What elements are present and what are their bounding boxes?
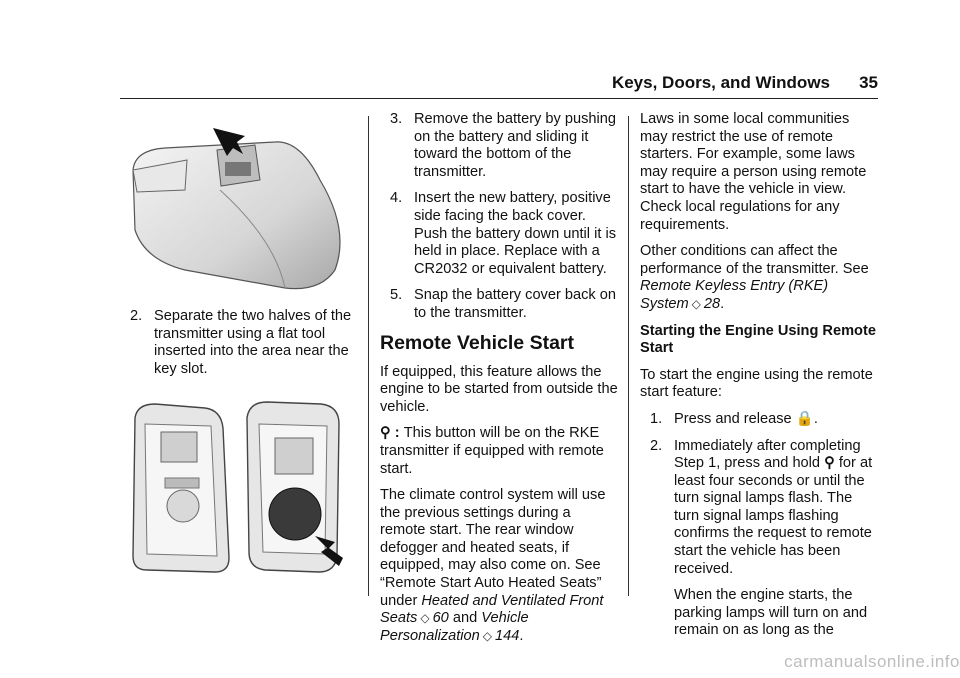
climate-paragraph: [380, 487, 620, 645]
column-1: [120, 308, 362, 387]
start-step-2: [640, 438, 880, 579]
step-number: 1.: [650, 410, 663, 427]
intro-paragraph: If equipped, this feature allows the engine to be started from outside the vehicle.: [380, 363, 618, 415]
step-text-b: for at least four seconds or until the turn signal lamps flash. The turn signal lamps flashing confirms the request to remote start the vehicle has been received.: [674, 455, 873, 577]
step-text: Press and release: [674, 410, 792, 427]
period: .: [519, 627, 524, 644]
step-text: Remove the battery by pushing on the battery and sliding it toward the bottom of the transmitter.: [414, 111, 616, 180]
figure-opened-transmitter: [125, 398, 355, 576]
step-paragraph: When the engine starts, the parking lamps will turn on and remain on as long as the: [674, 587, 868, 639]
step-5: [380, 287, 620, 322]
watermark: carmanualsonline.info: [784, 652, 960, 671]
step-number: 2.: [650, 437, 663, 454]
page-reference-icon: ◇: [691, 296, 701, 311]
reference-page-144: 144: [495, 627, 520, 644]
column-3: [640, 111, 880, 649]
laws-paragraph: Laws in some local communities may restrict the use of remote starters. For example, some laws may require a person using remote start to have the vehicle in view. Check local regulations for any requirements.: [640, 111, 867, 233]
column-divider-1: [368, 116, 369, 596]
step-2: [120, 308, 362, 378]
reference-vehicle-personalization: Vehicle Personalization: [380, 610, 529, 644]
performance-text: Other conditions can affect the performance of the transmitter. See: [640, 243, 869, 277]
reference-heated-seats: Heated and Ventilated Front Seats: [380, 592, 604, 627]
step-4: [380, 190, 620, 278]
page-number: 35: [859, 73, 878, 92]
reference-rke-system: Remote Keyless Entry (RKE) System: [640, 278, 829, 312]
step-text-a: Immediately after completing Step 1, press and hold: [674, 437, 861, 472]
and-text: and: [452, 610, 478, 627]
step-text: Separate the two halves of the transmitter using a flat tool inserted into the area near the key slot.: [154, 308, 352, 377]
step-number: 2.: [130, 308, 143, 324]
subheading: Starting the Engine Using Remote Start: [640, 322, 876, 357]
performance-paragraph: [640, 243, 880, 313]
step-number: 5.: [390, 287, 403, 304]
colon-separator: :: [390, 425, 404, 442]
start-step-2-continued: [640, 587, 880, 640]
step-text: Snap the battery cover back on to the transmitter.: [414, 287, 617, 321]
remote-start-button-paragraph: [380, 425, 620, 478]
step-number: 4.: [390, 190, 403, 207]
step-text: Insert the new battery, positive side facing the back cover. Push the battery down until it is held in place. Replace with a CR2032 or equivalent battery.: [414, 190, 616, 277]
climate-text: The climate control system will use the previous settings during a remote start. The rear window defogger and heated seats, if equipped, may also come on. See “Remote Start Auto Heated Seats” under: [380, 487, 606, 609]
page-reference-icon: ◇: [420, 611, 430, 626]
section-heading: Remote Vehicle Start: [380, 331, 574, 354]
running-header-title: Keys, Doors, and Windows: [611, 73, 830, 92]
start-step-1: 1. Press and release 🔒.: [650, 410, 818, 427]
lock-icon: 🔒: [795, 410, 814, 427]
header-rule: [120, 98, 878, 99]
column-2: [380, 111, 620, 654]
step-3: [380, 111, 620, 181]
column-divider-2: [628, 116, 629, 596]
reference-page-28: 28: [703, 295, 721, 312]
reference-page-60: 60: [432, 610, 449, 627]
figure-key-fob-cover: [125, 120, 355, 295]
period: .: [720, 295, 725, 312]
remote-start-icon: ⚲: [824, 455, 835, 472]
to-start-paragraph: To start the engine using the remote start feature:: [640, 366, 873, 401]
remote-start-icon: ⚲: [380, 425, 391, 442]
page-reference-icon: ◇: [482, 628, 493, 643]
step-number: 3.: [390, 111, 403, 127]
button-description: This button will be on the RKE transmitter if equipped with remote start.: [380, 425, 604, 477]
